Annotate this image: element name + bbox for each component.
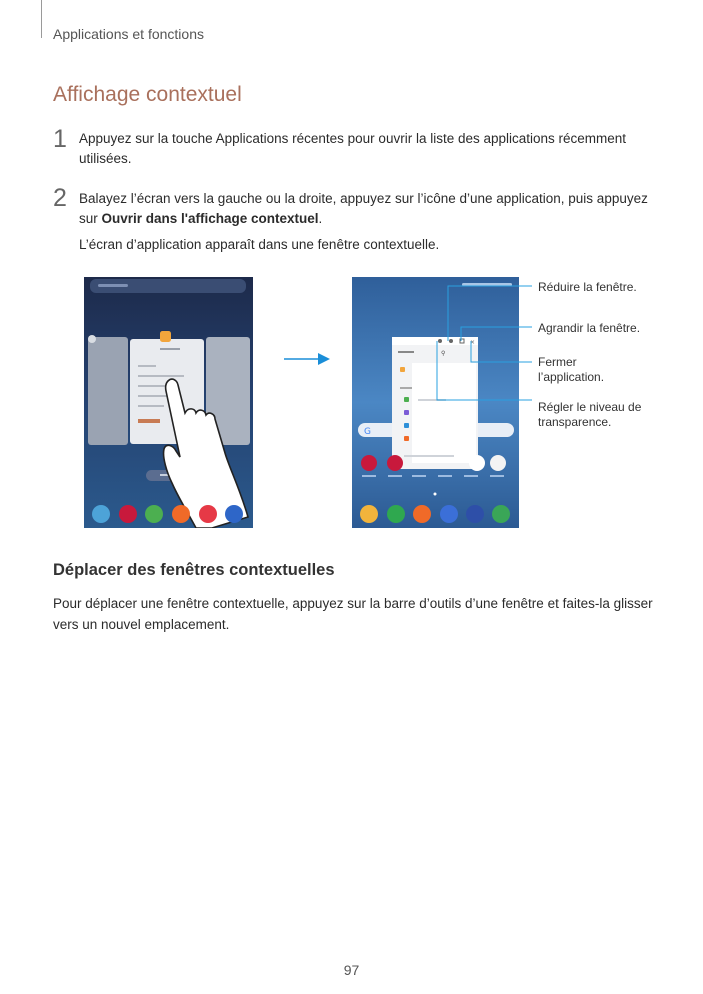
app-icon xyxy=(160,331,171,342)
callout-maximize: Agrandir la fenêtre. xyxy=(538,321,641,335)
play-store-icon xyxy=(225,505,243,523)
dock-notes-icon xyxy=(360,505,378,523)
step-2-note: L’écran d’application apparaît dans une fenêtre contextuelle. xyxy=(79,237,440,252)
step-1-number: 1 xyxy=(53,125,67,153)
running-header: Applications et fonctions xyxy=(53,26,204,42)
dock-calendar-icon xyxy=(492,505,510,523)
step-2-number: 2 xyxy=(53,184,67,212)
gallery-icon xyxy=(119,505,137,523)
dock-internet-icon xyxy=(466,505,484,523)
dock-messages-icon xyxy=(440,505,458,523)
svg-text:G: G xyxy=(364,427,371,437)
transition-arrow-icon xyxy=(318,353,330,365)
popup-toolbar xyxy=(392,337,478,345)
notes-icon xyxy=(172,505,190,523)
step-1-text: Appuyez sur la touche Applications récentes pour ouvrir la liste des applications récemment utilisées. xyxy=(79,131,627,166)
subsection-title: Déplacer des fenêtres contextuelles xyxy=(53,561,335,579)
minimize-icon xyxy=(449,339,453,343)
transparency-icon xyxy=(438,339,442,343)
page-number: 97 xyxy=(343,962,360,978)
screenshot-recent-apps xyxy=(84,277,253,528)
recent-apps-illustration xyxy=(84,277,253,528)
callout-transparency: Régler le niveau de transparence. xyxy=(538,400,642,429)
dock-phone-icon xyxy=(387,505,405,523)
corner-rule xyxy=(41,0,42,38)
dock-contacts-icon xyxy=(413,505,431,523)
popup-view-illustration xyxy=(352,277,519,528)
close-icon: × xyxy=(470,339,476,346)
callout-close: Fermer l’application. xyxy=(538,355,605,384)
step-2-text: Balayez l’écran vers la gauche ou la droite, appuyez sur l’icône d’une application, puis appuyez sur Ouvrir dans l'affichage contextuel. xyxy=(79,191,648,226)
bixby-icon xyxy=(92,505,110,523)
section-title: Affichage contextuel xyxy=(53,83,242,106)
search-icon: ⚲ xyxy=(441,350,446,357)
step-2-bold-label: Ouvrir dans l'affichage contextuel xyxy=(101,211,319,226)
maps-icon xyxy=(145,505,163,523)
callout-minimize: Réduire la fenêtre. xyxy=(538,280,637,294)
screenshot-popup-view xyxy=(352,277,519,528)
camera-icon xyxy=(199,505,217,523)
subsection-text: Pour déplacer une fenêtre contextuelle, appuyez sur la barre d’outils d’une fenêtre et faites-la glisser vers un nouvel emplacement. xyxy=(53,596,653,632)
